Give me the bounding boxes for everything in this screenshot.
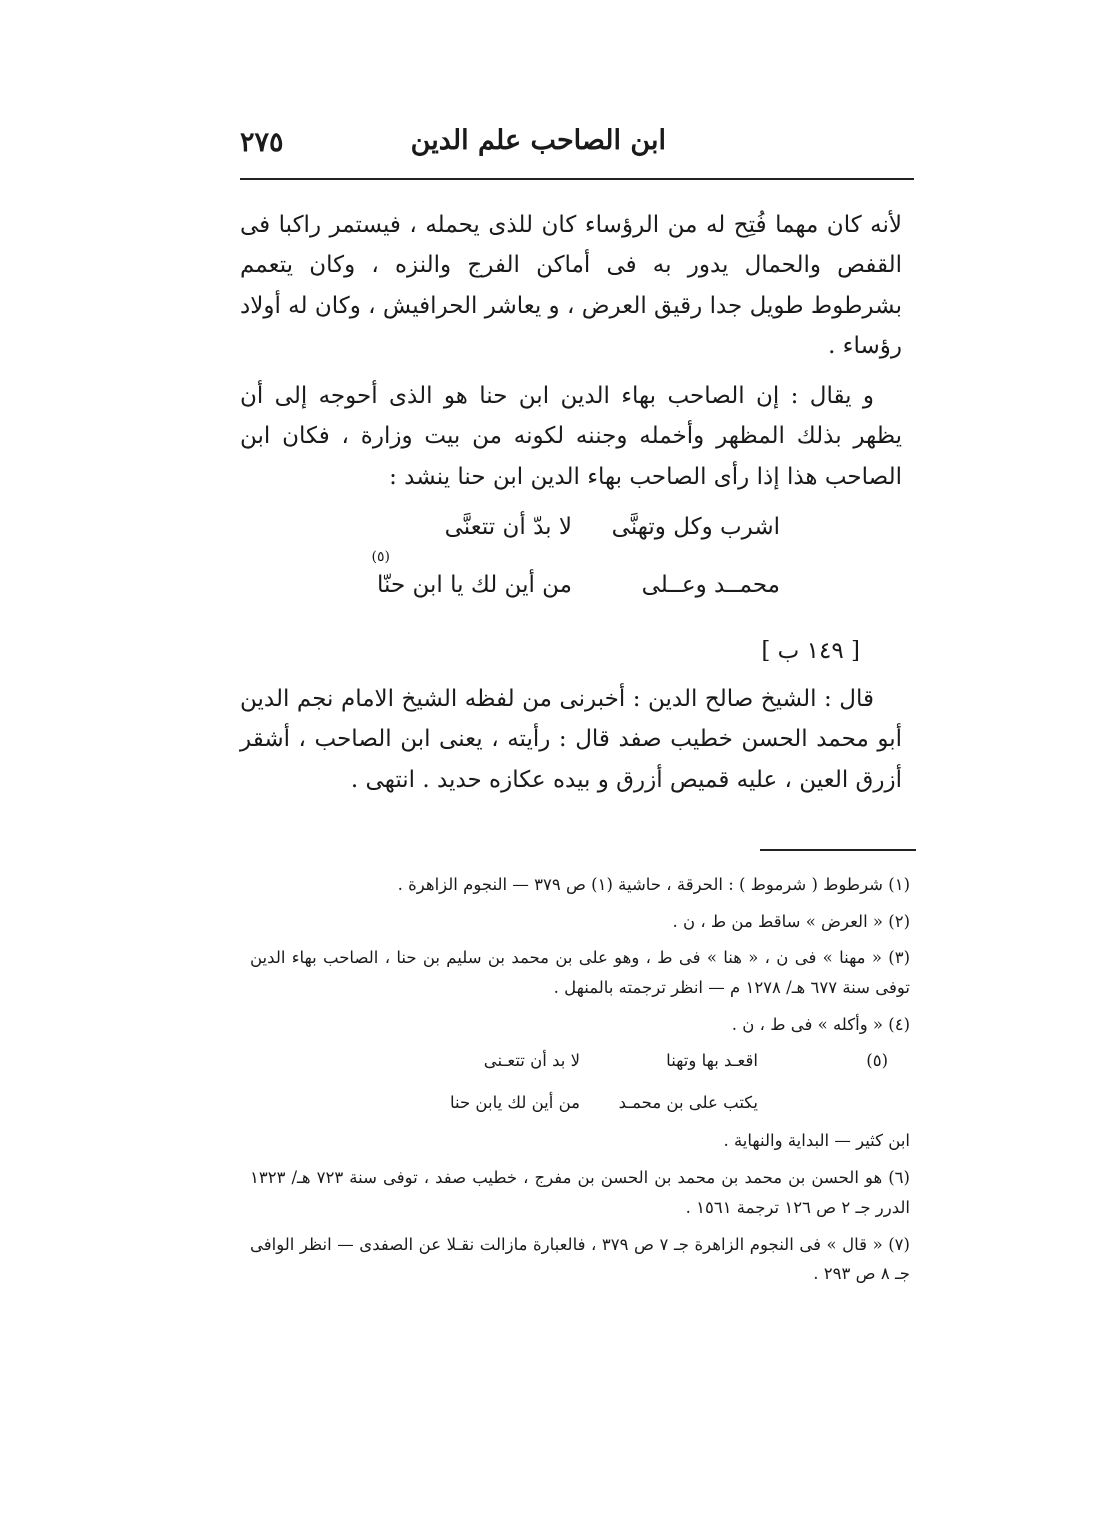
footnotes xyxy=(250,870,910,1296)
verse-line-2-first-hemistich: محمــد وعــلى xyxy=(641,571,780,598)
footnote-2: (٢) « العرض » ساقط من ط ، ن . xyxy=(672,911,910,931)
verse-footnote-mark: (٥) xyxy=(371,548,390,565)
header-rule xyxy=(240,178,914,180)
main-text xyxy=(240,205,902,810)
footnote-rule xyxy=(760,849,916,851)
paragraph-2: و يقال : إن الصاحب بهاء الدين ابن حنا هو الذى أحوجه إلى أن يظهر بذلك المظهر وأخمله وجننه لكونه من بيت وزارة ، فكان ابن الصاحب هذا إذا رأى الصاحب بهاء الدين ابن حنا ينشد : xyxy=(240,383,902,490)
footnote-1: (١) شرطوط ( شرموط ) : الحرقة ، حاشية (١) ص ٣٧٩ — النجوم الزاهرة . xyxy=(397,875,910,894)
footnote-5-line-2-first: يكتب على بن محمـد xyxy=(618,1093,758,1113)
footnote-4: (٤) « وأكله » فى ط ، ن . xyxy=(731,1014,910,1034)
footnote-5-number: (٥) xyxy=(866,1051,888,1071)
verse-line-1-second-hemistich: لا بدّ أن تتعنَّى xyxy=(444,513,572,540)
verse-line-1-first-hemistich: اشرب وكل وتهنَّى xyxy=(611,513,780,540)
footnote-5-verse xyxy=(250,1046,910,1126)
footnote-6: (٦) هو الحسن بن محمد بن محمد بن الحسن بن مفرج ، خطيب صفد ، توفى سنة ٧٢٣ هـ/ ١٣٢٣ الدرر جـ ٢ ص ١٢٦ ترجمة ١٥٦١ . xyxy=(250,1168,910,1217)
footnote-5-line-1-first: اقعـد بها وتهنا xyxy=(666,1051,758,1071)
page-header xyxy=(240,125,916,177)
verse-block xyxy=(240,507,902,631)
paragraph-3: قال : الشيخ صالح الدين : أخبرنى من لفظه الشيخ الامام نجم الدين أبو محمد الحسن خطيب صفد قال : رأيته ، يعنى ابن الصاحب ، أشقر أزرق العين ، عليه قميص أزرق و بيده عكازه حديد . انتهى . xyxy=(240,686,902,793)
footnote-3: (٣) « مهنا » فى ن ، « هنا » فى ط ، وهو على بن محمد بن سليم بن حنا ، الصاحب بهاء الدين توفى سنة ٦٧٧ هـ/ ١٢٧٨ م — انظر ترجمته بالمنهل . xyxy=(250,948,910,998)
page-number: ٢٧٥ xyxy=(240,127,284,158)
footnote-5-line-2-second: من أين لك يابن حنا xyxy=(449,1093,580,1113)
footnote-7: (٧) « قال » فى النجوم الزاهرة جـ ٧ ص ٣٧٩ ، فالعبارة مازالت نقـلا عن الصفدى — انظر الوافى جـ ٨ ص ٢٩٣ . xyxy=(250,1234,910,1284)
footnote-5-source: ابن كثير — البداية والنهاية . xyxy=(723,1131,910,1151)
paragraph-1: لأنه كان مهما فُتِح له من الرؤساء كان للذى يحمله ، فيستمر راكبا فى القفص والحمال يدور به فى أماكن الفرج والنزه ، وكان يتعمم بشرطوط طويل جدا رقيق العرض ، و يعاشر الحرافيش ، وكان له أولاد رؤساء . xyxy=(240,212,902,359)
verse-line-2-second-hemistich: من أين لك يا ابن حنّا xyxy=(377,571,572,598)
running-title: ابن الصاحب علم الدين xyxy=(410,125,666,156)
manuscript-folio-reference: [ ١٤٩ ب ] xyxy=(761,637,860,664)
footnote-5-line-1-second: لا بد أن تتعـنى xyxy=(483,1051,580,1071)
